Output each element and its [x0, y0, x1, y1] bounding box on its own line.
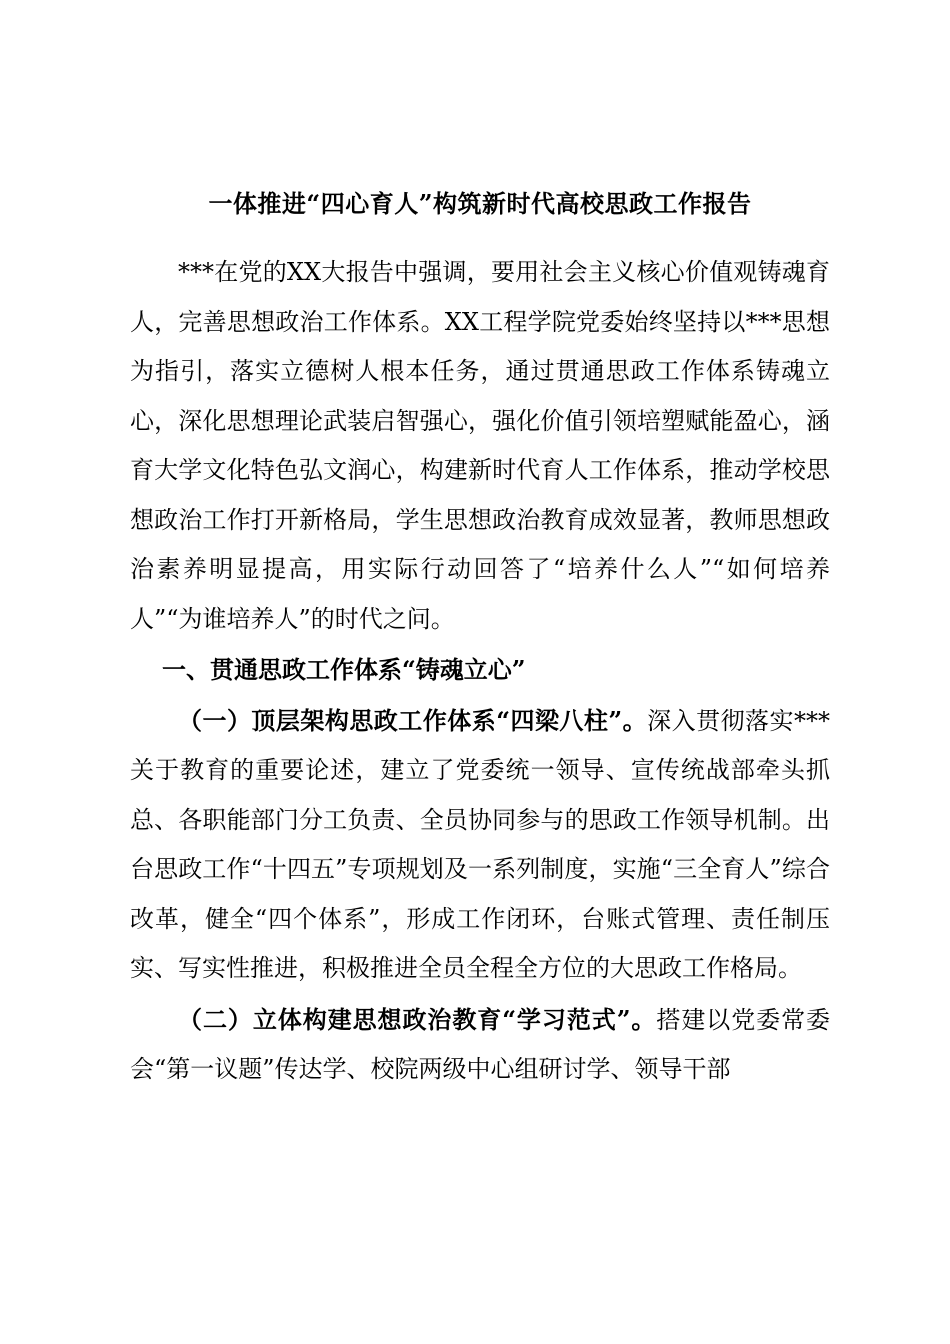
- subsection-1-heading: （一）顶层架构思政工作体系“四梁八柱”。: [178, 705, 648, 735]
- subsection-2-body: 搭建以党委常委会“第一议题”传达学、校院两级中心组研讨学、领导干部: [130, 1005, 831, 1083]
- document-page: [130, 185, 830, 1096]
- document-title: 一体推进“四心育人”构筑新时代高校思政工作报告: [208, 189, 752, 218]
- intro-paragraph: ***在党的XX大报告中强调，要用社会主义核心价值观铸魂育人，完善思想政治工作体系。XX工程学院党委始终坚持以***思想为指引，落实立德树人根本任务，通过贯通思政工作体系铸魂立心，深化思想理论武装启智强心，强化价值引领培塑赋能盈心，涵育大学文化特色弘文润心，构建新时代育人工作体系，推动学校思想政治工作打开新格局，学生思想政治教育成效显著，教师思想政治素养明显提高，用实际行动回答了“培养什么人”“如何培养人”“为谁培养人”的时代之问。: [130, 258, 830, 633]
- subsection-1-paragraph: [130, 696, 830, 994]
- subsection-2-heading: （二）立体构建思想政治教育“学习范式”。: [178, 1004, 657, 1034]
- subsection-2-paragraph: [130, 995, 830, 1095]
- subsection-1-body: 深入贯彻落实***关于教育的重要论述，建立了党委统一领导、宣传统战部牵头抓总、各职能部门分工负责、全员协同参与的思政工作领导机制。出台思政工作“十四五”专项规划及一系列制度，实施“三全育人”综合改革，健全“四个体系”，形成工作闭环，台账式管理、责任制压实、写实性推进，积极推进全员全程全方位的大思政工作格局。: [130, 706, 830, 982]
- section-heading-1: 一、贯通思政工作体系“铸魂立心”: [162, 655, 526, 684]
